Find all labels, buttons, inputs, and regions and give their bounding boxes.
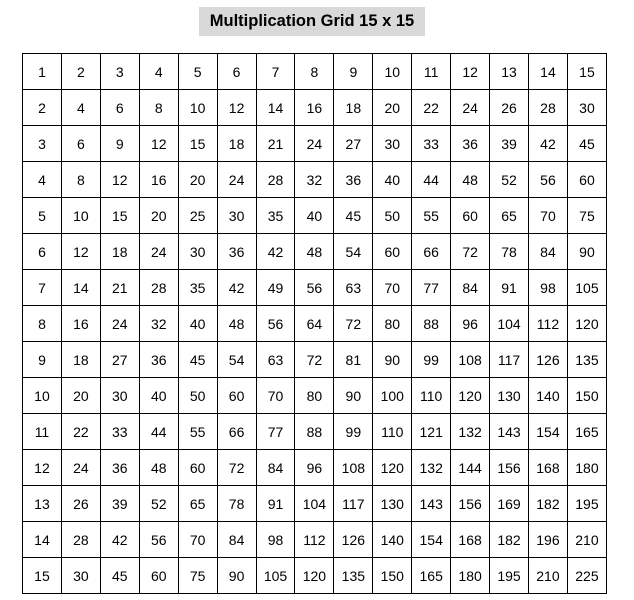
grid-cell: 91 — [256, 486, 295, 522]
grid-cell: 90 — [373, 342, 412, 378]
grid-cell: 66 — [217, 414, 256, 450]
grid-cell: 12 — [23, 450, 62, 486]
grid-cell: 63 — [256, 342, 295, 378]
grid-cell: 18 — [334, 90, 373, 126]
grid-cell: 54 — [334, 234, 373, 270]
grid-cell: 11 — [412, 54, 451, 90]
grid-cell: 56 — [139, 522, 178, 558]
grid-cell: 91 — [490, 270, 529, 306]
grid-cell: 44 — [412, 162, 451, 198]
grid-cell: 8 — [23, 306, 62, 342]
grid-cell: 55 — [178, 414, 217, 450]
grid-cell: 180 — [451, 558, 490, 594]
grid-cell: 104 — [490, 306, 529, 342]
grid-cell: 56 — [295, 270, 334, 306]
grid-row — [23, 414, 607, 450]
grid-cell: 90 — [217, 558, 256, 594]
grid-cell: 72 — [451, 234, 490, 270]
grid-cell: 98 — [256, 522, 295, 558]
grid-cell: 150 — [373, 558, 412, 594]
grid-cell: 35 — [178, 270, 217, 306]
grid-row — [23, 486, 607, 522]
grid-cell: 26 — [490, 90, 529, 126]
grid-cell: 2 — [23, 90, 62, 126]
grid-cell: 15 — [178, 126, 217, 162]
grid-cell: 126 — [528, 342, 567, 378]
grid-cell: 50 — [373, 198, 412, 234]
grid-cell: 65 — [490, 198, 529, 234]
grid-cell: 18 — [100, 234, 139, 270]
grid-cell: 8 — [295, 54, 334, 90]
grid-row — [23, 270, 607, 306]
grid-cell: 150 — [567, 378, 606, 414]
grid-cell: 39 — [490, 126, 529, 162]
grid-body — [23, 54, 607, 594]
grid-cell: 52 — [490, 162, 529, 198]
grid-cell: 60 — [139, 558, 178, 594]
grid-cell: 7 — [256, 54, 295, 90]
grid-cell: 10 — [23, 378, 62, 414]
grid-cell: 60 — [567, 162, 606, 198]
grid-cell: 8 — [61, 162, 100, 198]
grid-cell: 168 — [528, 450, 567, 486]
grid-cell: 5 — [178, 54, 217, 90]
grid-cell: 14 — [61, 270, 100, 306]
grid-cell: 30 — [217, 198, 256, 234]
grid-cell: 104 — [295, 486, 334, 522]
grid-cell: 168 — [451, 522, 490, 558]
grid-cell: 143 — [490, 414, 529, 450]
grid-cell: 195 — [567, 486, 606, 522]
grid-cell: 28 — [528, 90, 567, 126]
grid-cell: 182 — [490, 522, 529, 558]
grid-cell: 28 — [256, 162, 295, 198]
grid-cell: 165 — [567, 414, 606, 450]
grid-cell: 36 — [334, 162, 373, 198]
grid-cell: 169 — [490, 486, 529, 522]
grid-cell: 3 — [100, 54, 139, 90]
grid-cell: 30 — [61, 558, 100, 594]
grid-cell: 154 — [412, 522, 451, 558]
grid-row — [23, 162, 607, 198]
grid-cell: 7 — [23, 270, 62, 306]
grid-cell: 84 — [528, 234, 567, 270]
grid-cell: 77 — [256, 414, 295, 450]
grid-cell: 12 — [451, 54, 490, 90]
grid-cell: 75 — [567, 198, 606, 234]
grid-cell: 112 — [528, 306, 567, 342]
grid-cell: 12 — [100, 162, 139, 198]
grid-cell: 45 — [567, 126, 606, 162]
grid-cell: 13 — [490, 54, 529, 90]
grid-cell: 30 — [373, 126, 412, 162]
grid-cell: 100 — [373, 378, 412, 414]
grid-cell: 32 — [139, 306, 178, 342]
grid-cell: 52 — [139, 486, 178, 522]
grid-cell: 98 — [528, 270, 567, 306]
grid-cell: 72 — [334, 306, 373, 342]
grid-cell: 63 — [334, 270, 373, 306]
page-title — [199, 7, 425, 36]
grid-cell: 80 — [373, 306, 412, 342]
grid-cell: 48 — [295, 234, 334, 270]
grid-cell: 130 — [490, 378, 529, 414]
grid-cell: 72 — [295, 342, 334, 378]
grid-cell: 20 — [373, 90, 412, 126]
grid-cell: 65 — [178, 486, 217, 522]
grid-cell: 15 — [23, 558, 62, 594]
grid-cell: 12 — [61, 234, 100, 270]
grid-cell: 40 — [178, 306, 217, 342]
grid-cell: 112 — [295, 522, 334, 558]
grid-cell: 20 — [61, 378, 100, 414]
grid-cell: 40 — [295, 198, 334, 234]
grid-cell: 20 — [139, 198, 178, 234]
grid-cell: 9 — [100, 126, 139, 162]
grid-cell: 28 — [61, 522, 100, 558]
grid-cell: 16 — [295, 90, 334, 126]
grid-cell: 90 — [567, 234, 606, 270]
grid-cell: 1 — [23, 54, 62, 90]
multiplication-grid — [22, 53, 607, 594]
grid-cell: 12 — [139, 126, 178, 162]
grid-cell: 70 — [178, 522, 217, 558]
grid-cell: 165 — [412, 558, 451, 594]
grid-row — [23, 342, 607, 378]
grid-cell: 40 — [373, 162, 412, 198]
grid-cell: 4 — [139, 54, 178, 90]
grid-cell: 42 — [528, 126, 567, 162]
grid-cell: 10 — [178, 90, 217, 126]
grid-cell: 132 — [412, 450, 451, 486]
grid-cell: 196 — [528, 522, 567, 558]
grid-cell: 39 — [100, 486, 139, 522]
grid-cell: 110 — [412, 378, 451, 414]
grid-cell: 20 — [178, 162, 217, 198]
grid-cell: 78 — [217, 486, 256, 522]
grid-row — [23, 198, 607, 234]
grid-cell: 126 — [334, 522, 373, 558]
grid-cell: 40 — [139, 378, 178, 414]
grid-cell: 64 — [295, 306, 334, 342]
grid-cell: 24 — [451, 90, 490, 126]
grid-cell: 45 — [100, 558, 139, 594]
grid-cell: 117 — [334, 486, 373, 522]
grid-cell: 14 — [256, 90, 295, 126]
grid-cell: 24 — [295, 126, 334, 162]
grid-cell: 210 — [528, 558, 567, 594]
grid-cell: 132 — [451, 414, 490, 450]
grid-cell: 5 — [23, 198, 62, 234]
grid-cell: 21 — [100, 270, 139, 306]
grid-cell: 24 — [61, 450, 100, 486]
grid-cell: 33 — [412, 126, 451, 162]
grid-cell: 70 — [373, 270, 412, 306]
grid-cell: 6 — [23, 234, 62, 270]
grid-cell: 33 — [100, 414, 139, 450]
grid-row — [23, 522, 607, 558]
grid-cell: 105 — [256, 558, 295, 594]
grid-cell: 9 — [23, 342, 62, 378]
grid-cell: 120 — [373, 450, 412, 486]
grid-cell: 36 — [451, 126, 490, 162]
grid-cell: 10 — [61, 198, 100, 234]
grid-cell: 78 — [490, 234, 529, 270]
grid-row — [23, 90, 607, 126]
grid-cell: 96 — [295, 450, 334, 486]
grid-cell: 156 — [451, 486, 490, 522]
grid-cell: 105 — [567, 270, 606, 306]
grid-cell: 50 — [178, 378, 217, 414]
grid-cell: 84 — [451, 270, 490, 306]
grid-cell: 45 — [178, 342, 217, 378]
grid-cell: 6 — [61, 126, 100, 162]
grid-cell: 54 — [217, 342, 256, 378]
grid-cell: 60 — [178, 450, 217, 486]
grid-cell: 44 — [139, 414, 178, 450]
grid-cell: 36 — [139, 342, 178, 378]
grid-cell: 30 — [178, 234, 217, 270]
grid-cell: 12 — [217, 90, 256, 126]
grid-cell: 130 — [373, 486, 412, 522]
grid-cell: 36 — [100, 450, 139, 486]
grid-cell: 10 — [373, 54, 412, 90]
grid-cell: 120 — [567, 306, 606, 342]
grid-cell: 22 — [61, 414, 100, 450]
grid-cell: 195 — [490, 558, 529, 594]
grid-cell: 21 — [256, 126, 295, 162]
grid-cell: 60 — [373, 234, 412, 270]
grid-cell: 88 — [412, 306, 451, 342]
grid-cell: 49 — [256, 270, 295, 306]
grid-cell: 16 — [61, 306, 100, 342]
grid-cell: 84 — [217, 522, 256, 558]
grid-cell: 25 — [178, 198, 217, 234]
grid-cell: 13 — [23, 486, 62, 522]
grid-cell: 143 — [412, 486, 451, 522]
grid-cell: 56 — [256, 306, 295, 342]
grid-cell: 6 — [100, 90, 139, 126]
grid-cell: 99 — [334, 414, 373, 450]
grid-cell: 70 — [256, 378, 295, 414]
grid-cell: 55 — [412, 198, 451, 234]
grid-cell: 42 — [100, 522, 139, 558]
grid-cell: 35 — [256, 198, 295, 234]
grid-cell: 96 — [451, 306, 490, 342]
grid-cell: 26 — [61, 486, 100, 522]
grid-cell: 24 — [100, 306, 139, 342]
grid-cell: 180 — [567, 450, 606, 486]
grid-cell: 99 — [412, 342, 451, 378]
grid-row — [23, 306, 607, 342]
grid-cell: 3 — [23, 126, 62, 162]
grid-cell: 22 — [412, 90, 451, 126]
grid-cell: 210 — [567, 522, 606, 558]
grid-cell: 75 — [178, 558, 217, 594]
grid-cell: 15 — [100, 198, 139, 234]
grid-cell: 88 — [295, 414, 334, 450]
grid-cell: 42 — [217, 270, 256, 306]
grid-cell: 80 — [295, 378, 334, 414]
grid-cell: 24 — [217, 162, 256, 198]
grid-cell: 120 — [295, 558, 334, 594]
grid-cell: 9 — [334, 54, 373, 90]
grid-cell: 24 — [139, 234, 178, 270]
grid-cell: 156 — [490, 450, 529, 486]
grid-cell: 45 — [334, 198, 373, 234]
grid-cell: 48 — [217, 306, 256, 342]
grid-cell: 4 — [61, 90, 100, 126]
grid-cell: 225 — [567, 558, 606, 594]
grid-cell: 8 — [139, 90, 178, 126]
grid-row — [23, 126, 607, 162]
page-title-text: Multiplication Grid 15 x 15 — [209, 12, 415, 30]
grid-cell: 90 — [334, 378, 373, 414]
grid-cell: 84 — [256, 450, 295, 486]
grid-cell: 144 — [451, 450, 490, 486]
grid-cell: 60 — [217, 378, 256, 414]
grid-row — [23, 54, 607, 90]
grid-cell: 135 — [567, 342, 606, 378]
grid-cell: 36 — [217, 234, 256, 270]
grid-cell: 72 — [217, 450, 256, 486]
grid-cell: 135 — [334, 558, 373, 594]
grid-cell: 117 — [490, 342, 529, 378]
grid-cell: 60 — [451, 198, 490, 234]
grid-cell: 27 — [100, 342, 139, 378]
grid-cell: 66 — [412, 234, 451, 270]
grid-cell: 6 — [217, 54, 256, 90]
grid-cell: 27 — [334, 126, 373, 162]
grid-row — [23, 558, 607, 594]
grid-cell: 18 — [61, 342, 100, 378]
grid-cell: 2 — [61, 54, 100, 90]
grid-cell: 30 — [567, 90, 606, 126]
grid-cell: 108 — [451, 342, 490, 378]
grid-cell: 121 — [412, 414, 451, 450]
grid-cell: 14 — [528, 54, 567, 90]
grid-row — [23, 378, 607, 414]
grid-cell: 108 — [334, 450, 373, 486]
grid-cell: 18 — [217, 126, 256, 162]
grid-cell: 120 — [451, 378, 490, 414]
grid-cell: 77 — [412, 270, 451, 306]
grid-cell: 42 — [256, 234, 295, 270]
grid-cell: 14 — [23, 522, 62, 558]
grid-cell: 56 — [528, 162, 567, 198]
grid-cell: 182 — [528, 486, 567, 522]
grid-cell: 48 — [139, 450, 178, 486]
grid-cell: 110 — [373, 414, 412, 450]
grid-cell: 48 — [451, 162, 490, 198]
grid-cell: 28 — [139, 270, 178, 306]
grid-row — [23, 234, 607, 270]
grid-cell: 81 — [334, 342, 373, 378]
grid-cell: 16 — [139, 162, 178, 198]
grid-row — [23, 450, 607, 486]
grid-cell: 32 — [295, 162, 334, 198]
grid-cell: 70 — [528, 198, 567, 234]
grid-cell: 154 — [528, 414, 567, 450]
grid-cell: 15 — [567, 54, 606, 90]
grid-cell: 30 — [100, 378, 139, 414]
grid-cell: 4 — [23, 162, 62, 198]
grid-cell: 140 — [373, 522, 412, 558]
grid-cell: 140 — [528, 378, 567, 414]
grid-cell: 11 — [23, 414, 62, 450]
